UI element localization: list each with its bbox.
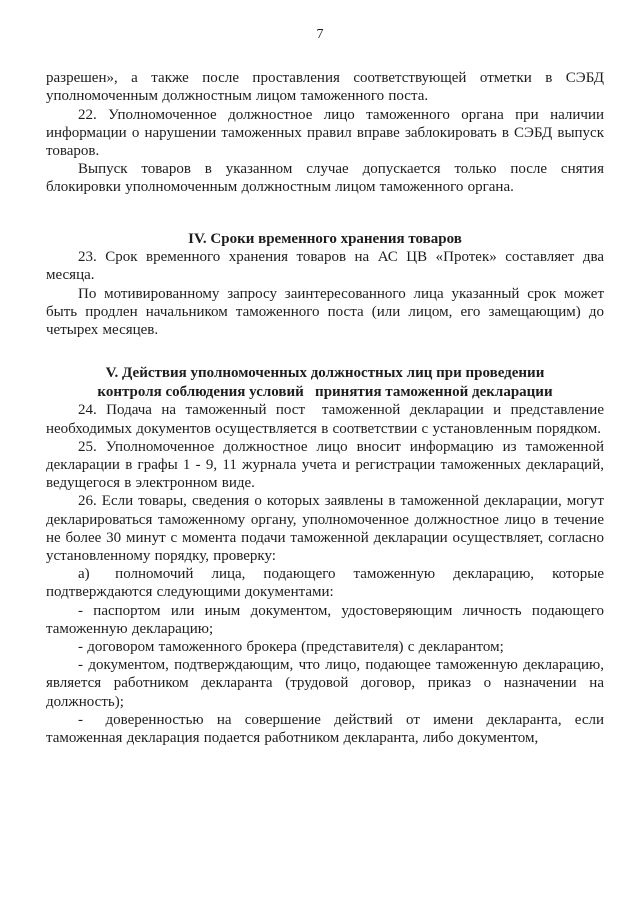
list-item-broker-contract: - договором таможенного брокера (представителя) с декларантом; bbox=[78, 639, 504, 656]
section-heading-v-line2: контроля соблюдения условий принятия таможенной декларации bbox=[97, 383, 553, 400]
list-item-passport: - паспортом или иным документом, удостоверяющим личность подающего таможенную декларацию; bbox=[46, 602, 604, 637]
section-heading-iv: IV. Сроки временного хранения товаров bbox=[188, 230, 462, 247]
page-number: 7 bbox=[316, 27, 324, 42]
paragraph-23: 23. Срок временного хранения товаров на АС ЦВ «Протек» составляет два месяца. bbox=[46, 249, 604, 284]
paragraph-26: 26. Если товары, сведения о которых заявлены в таможенной декларации, могут декларироваться таможенному органу, уполномоченное должностное лицо в течение не более 30 минут с момента подачи таможенной декларации осуществляет, согласно установленному порядку, проверку: bbox=[46, 493, 604, 565]
section-heading-v bbox=[46, 364, 604, 401]
list-item-power-of-attorney: - доверенностью на совершение действий от имени декларанта, если таможенная декларация подается работником декларанта, либо документом, bbox=[46, 711, 604, 747]
paragraph-release-tail: разрешен», а также после проставления соответствующей отметки в СЭБД уполномоченным должностным лицом таможенного поста. bbox=[46, 70, 604, 105]
paragraph-24: 24. Подача на таможенный пост таможенной декларации и представление необходимых документов осуществляется в соответствии с установленным порядком. bbox=[46, 402, 604, 437]
paragraph-26-subitem-a: а) полномочий лица, подающего таможенную декларацию, которые подтверждаются следующими документами: bbox=[46, 566, 604, 601]
paragraph-25: 25. Уполномоченное должностное лицо вносит информацию из таможенной декларации в графы 1 - 9, 11 журнала учета и регистрации таможенных деклараций, ведущегося в электронном виде. bbox=[46, 438, 604, 492]
paragraph-23-extension: По мотивированному запросу заинтересованного лица указанный срок может быть продлен начальником таможенного поста (или лицом, его замещающим) до четырех месяцев. bbox=[46, 285, 604, 339]
section-heading-v-line1: V. Действия уполномоченных должностных лиц при проведении bbox=[105, 365, 545, 382]
paragraph-22-release: Выпуск товаров в указанном случае допускается только после снятия блокировки уполномоченным должностным лицом таможенного органа. bbox=[46, 161, 604, 196]
page-content bbox=[0, 69, 640, 747]
paragraph-22: 22. Уполномоченное должностное лицо таможенного органа при наличии информации о нарушении таможенных правил вправе заблокировать в СЭБД выпуск товаров. bbox=[46, 106, 604, 160]
list-item-employment-doc: - документом, подтверждающим, что лицо, подающее таможенную декларацию, является работником декларанта (трудовой договор, приказ о назначении на должность); bbox=[46, 657, 604, 710]
